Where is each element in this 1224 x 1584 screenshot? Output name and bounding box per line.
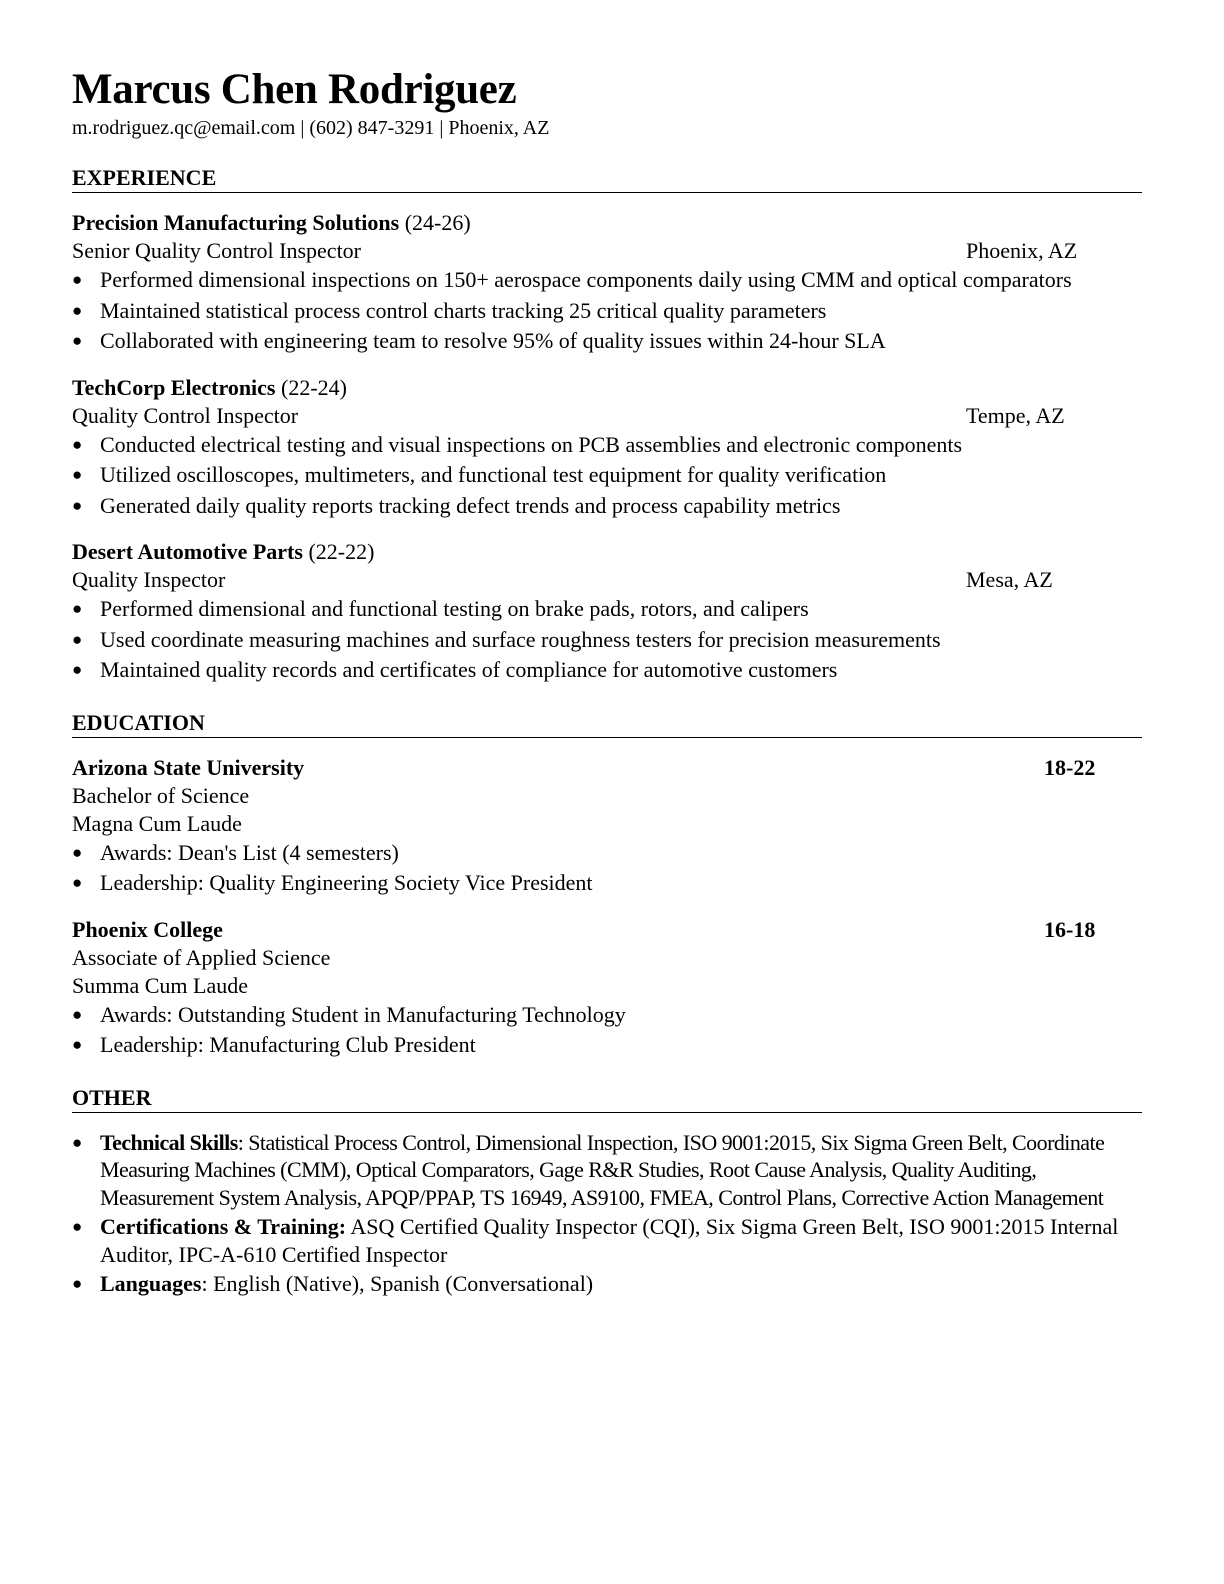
job-bullets	[72, 265, 1142, 357]
bullet-item: ● Generated daily quality reports tracking defect trends and process capability metrics	[72, 491, 1142, 522]
job-location: Mesa, AZ	[966, 567, 1053, 592]
bullet-item: ● Performed dimensional and functional testing on brake pads, rotors, and calipers	[72, 594, 1142, 625]
bullet-item: ● Collaborated with engineering team to resolve 95% of quality issues within 24-hour SLA	[72, 326, 1142, 357]
school-dates: 16-18	[1044, 916, 1096, 942]
bullet-item: ● Conducted electrical testing and visual inspections on PCB assemblies and electronic components	[72, 430, 1142, 461]
candidate-name: Marcus Chen Rodriguez	[72, 66, 517, 113]
company-name: Precision Manufacturing Solutions	[72, 210, 400, 235]
bullet-item: ● Leadership: Manufacturing Club President	[72, 1030, 1142, 1061]
bullet-item: ● Awards: Dean's List (4 semesters)	[72, 838, 1142, 869]
technical-skills-item	[72, 1129, 1142, 1212]
school-bullets	[72, 838, 1142, 899]
job-header	[72, 374, 1142, 402]
languages-label: Languages	[100, 1271, 202, 1296]
job-entry	[72, 538, 1142, 686]
certifications-item	[72, 1213, 1142, 1268]
company-name: TechCorp Electronics	[72, 374, 276, 400]
job-title: Senior Quality Control Inspector	[72, 238, 362, 263]
job-header	[72, 209, 1142, 237]
contact-line: m.rodriguez.qc@email.com | (602) 847-3291 | Phoenix, AZ	[72, 117, 550, 139]
bullet-item: ● Used coordinate measuring machines and surface roughness testers for precision measurements	[72, 625, 1142, 656]
other-heading: OTHER	[72, 1084, 1142, 1113]
degree: Associate of Applied Science	[72, 944, 331, 970]
bullet-item: ● Awards: Outstanding Student in Manufacturing Technology	[72, 1000, 1142, 1031]
job-dates: (22-22)	[308, 539, 375, 564]
experience-heading: EXPERIENCE	[72, 164, 1142, 193]
degree: Bachelor of Science	[72, 782, 250, 808]
job-header	[72, 538, 1142, 566]
resume-page	[72, 66, 1142, 1300]
school-header	[72, 916, 1142, 944]
school-bullets	[72, 1000, 1142, 1061]
job-title-row	[72, 402, 1142, 430]
honors: Summa Cum Laude	[72, 972, 248, 998]
job-location: Phoenix, AZ	[966, 238, 1078, 263]
school-name: Phoenix College	[72, 916, 223, 942]
job-bullets	[72, 594, 1142, 686]
bullet-item: ● Performed dimensional inspections on 150+ aerospace components daily using CMM and optical comparators	[72, 265, 1142, 296]
job-title-row	[72, 566, 1142, 594]
company-name: Desert Automotive Parts	[72, 539, 303, 564]
bullet-item: ● Maintained quality records and certificates of compliance for automotive customers	[72, 655, 1142, 686]
bullet-item: ● Leadership: Quality Engineering Society Vice President	[72, 868, 1142, 899]
other-bullets	[72, 1129, 1142, 1298]
job-dates: (22-24)	[281, 374, 347, 400]
education-heading: EDUCATION	[72, 709, 1142, 738]
languages-text: : English (Native), Spanish (Conversational)	[201, 1271, 594, 1296]
school-header	[72, 754, 1142, 782]
certifications-text: ASQ Certified Quality Inspector (CQI), Six Sigma Green Belt, ISO 9001:2015 Internal Auditor, IPC-A-610 Certified Inspector	[100, 1214, 1119, 1267]
job-title-row	[72, 237, 1142, 265]
job-bullets	[72, 430, 1142, 522]
languages-item	[72, 1270, 1142, 1298]
honors: Magna Cum Laude	[72, 810, 242, 836]
school-entry	[72, 916, 1142, 1061]
job-entry	[72, 374, 1142, 522]
job-entry	[72, 209, 1142, 357]
job-title: Quality Control Inspector	[72, 402, 299, 428]
technical-skills-label: Technical Skills	[100, 1129, 238, 1155]
school-dates: 18-22	[1044, 754, 1096, 780]
school-name: Arizona State University	[72, 754, 305, 780]
job-title: Quality Inspector	[72, 567, 226, 592]
certifications-label: Certifications & Training:	[100, 1214, 347, 1239]
job-dates: (24-26)	[404, 210, 471, 235]
job-location: Tempe, AZ	[966, 402, 1065, 428]
bullet-item: ● Utilized oscilloscopes, multimeters, and functional test equipment for quality verification	[72, 460, 1142, 491]
school-entry	[72, 754, 1142, 899]
technical-skills-text: : Statistical Process Control, Dimensional Inspection, ISO 9001:2015, Six Sigma Green Belt, Coordinate Measuring Machines (CMM), Optical Comparators, Gage R&R Studies, Root Cause Analysis, Quality Auditing, Measurement System Analysis, APQP/PPAP, TS 16949, AS9100, FMEA, Control Plans, Corrective Action Management	[100, 1129, 1105, 1210]
bullet-item: ● Maintained statistical process control charts tracking 25 critical quality parameters	[72, 296, 1142, 327]
